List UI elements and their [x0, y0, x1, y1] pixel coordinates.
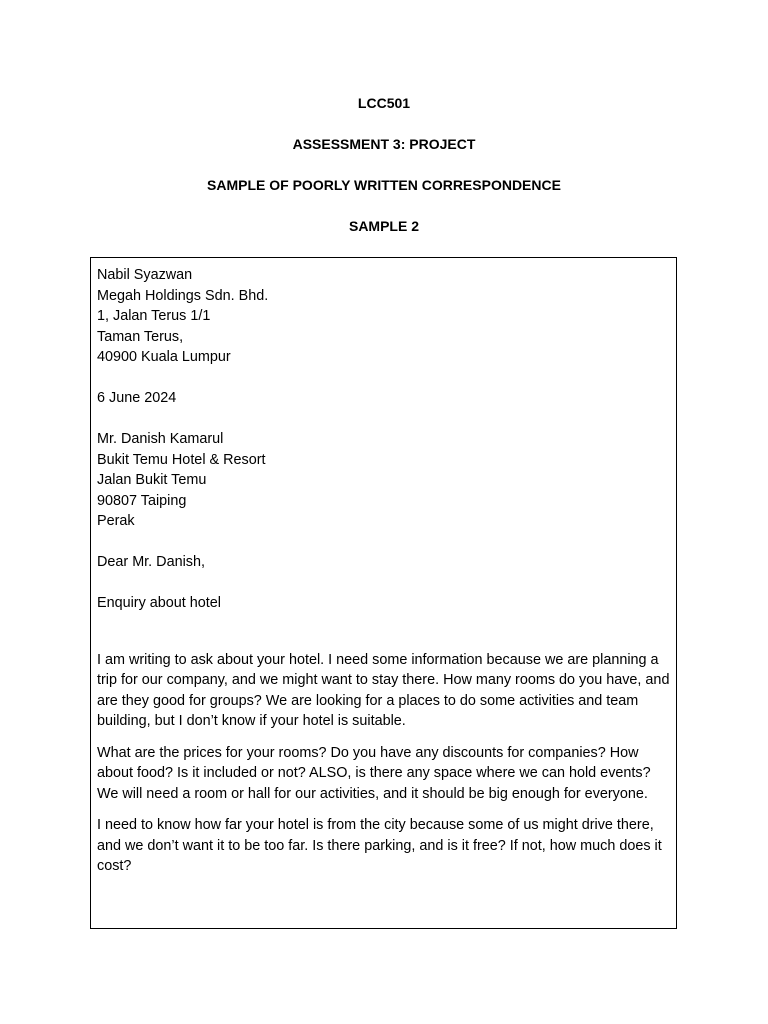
recipient-company: Bukit Temu Hotel & Resort	[97, 451, 266, 468]
sender-company: Megah Holdings Sdn. Bhd.	[97, 287, 269, 304]
sender-address-line1: 1, Jalan Terus 1/1	[97, 308, 211, 324]
salutation-block	[97, 552, 670, 573]
assessment-heading: ASSESSMENT 3: PROJECT	[292, 136, 476, 152]
sender-postcode-city: 40900 Kuala Lumpur	[97, 349, 231, 365]
letter-date: 6 June 2024	[97, 390, 177, 406]
recipient-state: Perak	[97, 513, 135, 529]
document-title-heading: SAMPLE OF POORLY WRITTEN CORRESPONDENCE	[207, 177, 561, 193]
recipient-name: Mr. Danish Kamarul	[97, 431, 224, 447]
sender-address-line2: Taman Terus,	[97, 328, 184, 345]
letter-box	[90, 257, 677, 929]
recipient-address-line1: Jalan Bukit Temu	[97, 472, 207, 488]
sender-address-block	[97, 265, 670, 368]
recipient-postcode-city: 90807 Taiping	[97, 492, 187, 509]
sample-heading: SAMPLE 2	[348, 218, 419, 234]
subject-block	[97, 593, 670, 614]
salutation: Dear Mr. Danish,	[97, 554, 205, 570]
course-code-heading: LCC501	[357, 95, 411, 111]
body-paragraph-2: What are the prices for your rooms? Do you have any discounts for companies? How about food? Is it included or not? ALSO, is there any space where we can hold events? We will need a room or hall for our activities, and it should be big enough for everyone.	[97, 744, 651, 802]
recipient-address-block	[97, 429, 670, 532]
body-paragraph-3: I need to know how far your hotel is from the city because some of us might drive there, and we don’t want it to be too far. Is there parking, and is it free? If not, how much does it cost?	[97, 817, 662, 874]
sender-name: Nabil Syazwan	[97, 267, 193, 283]
subject-line: Enquiry about hotel	[97, 595, 222, 611]
body-paragraph-1: I am writing to ask about your hotel. I need some information because we are planning a trip for our company, and we might want to stay there. How many rooms do you have, and are they good for groups? We are looking for a places to do some activities and team building, but I don’t know if your hotel is suitable.	[97, 651, 670, 729]
letter-date-block	[97, 388, 670, 409]
